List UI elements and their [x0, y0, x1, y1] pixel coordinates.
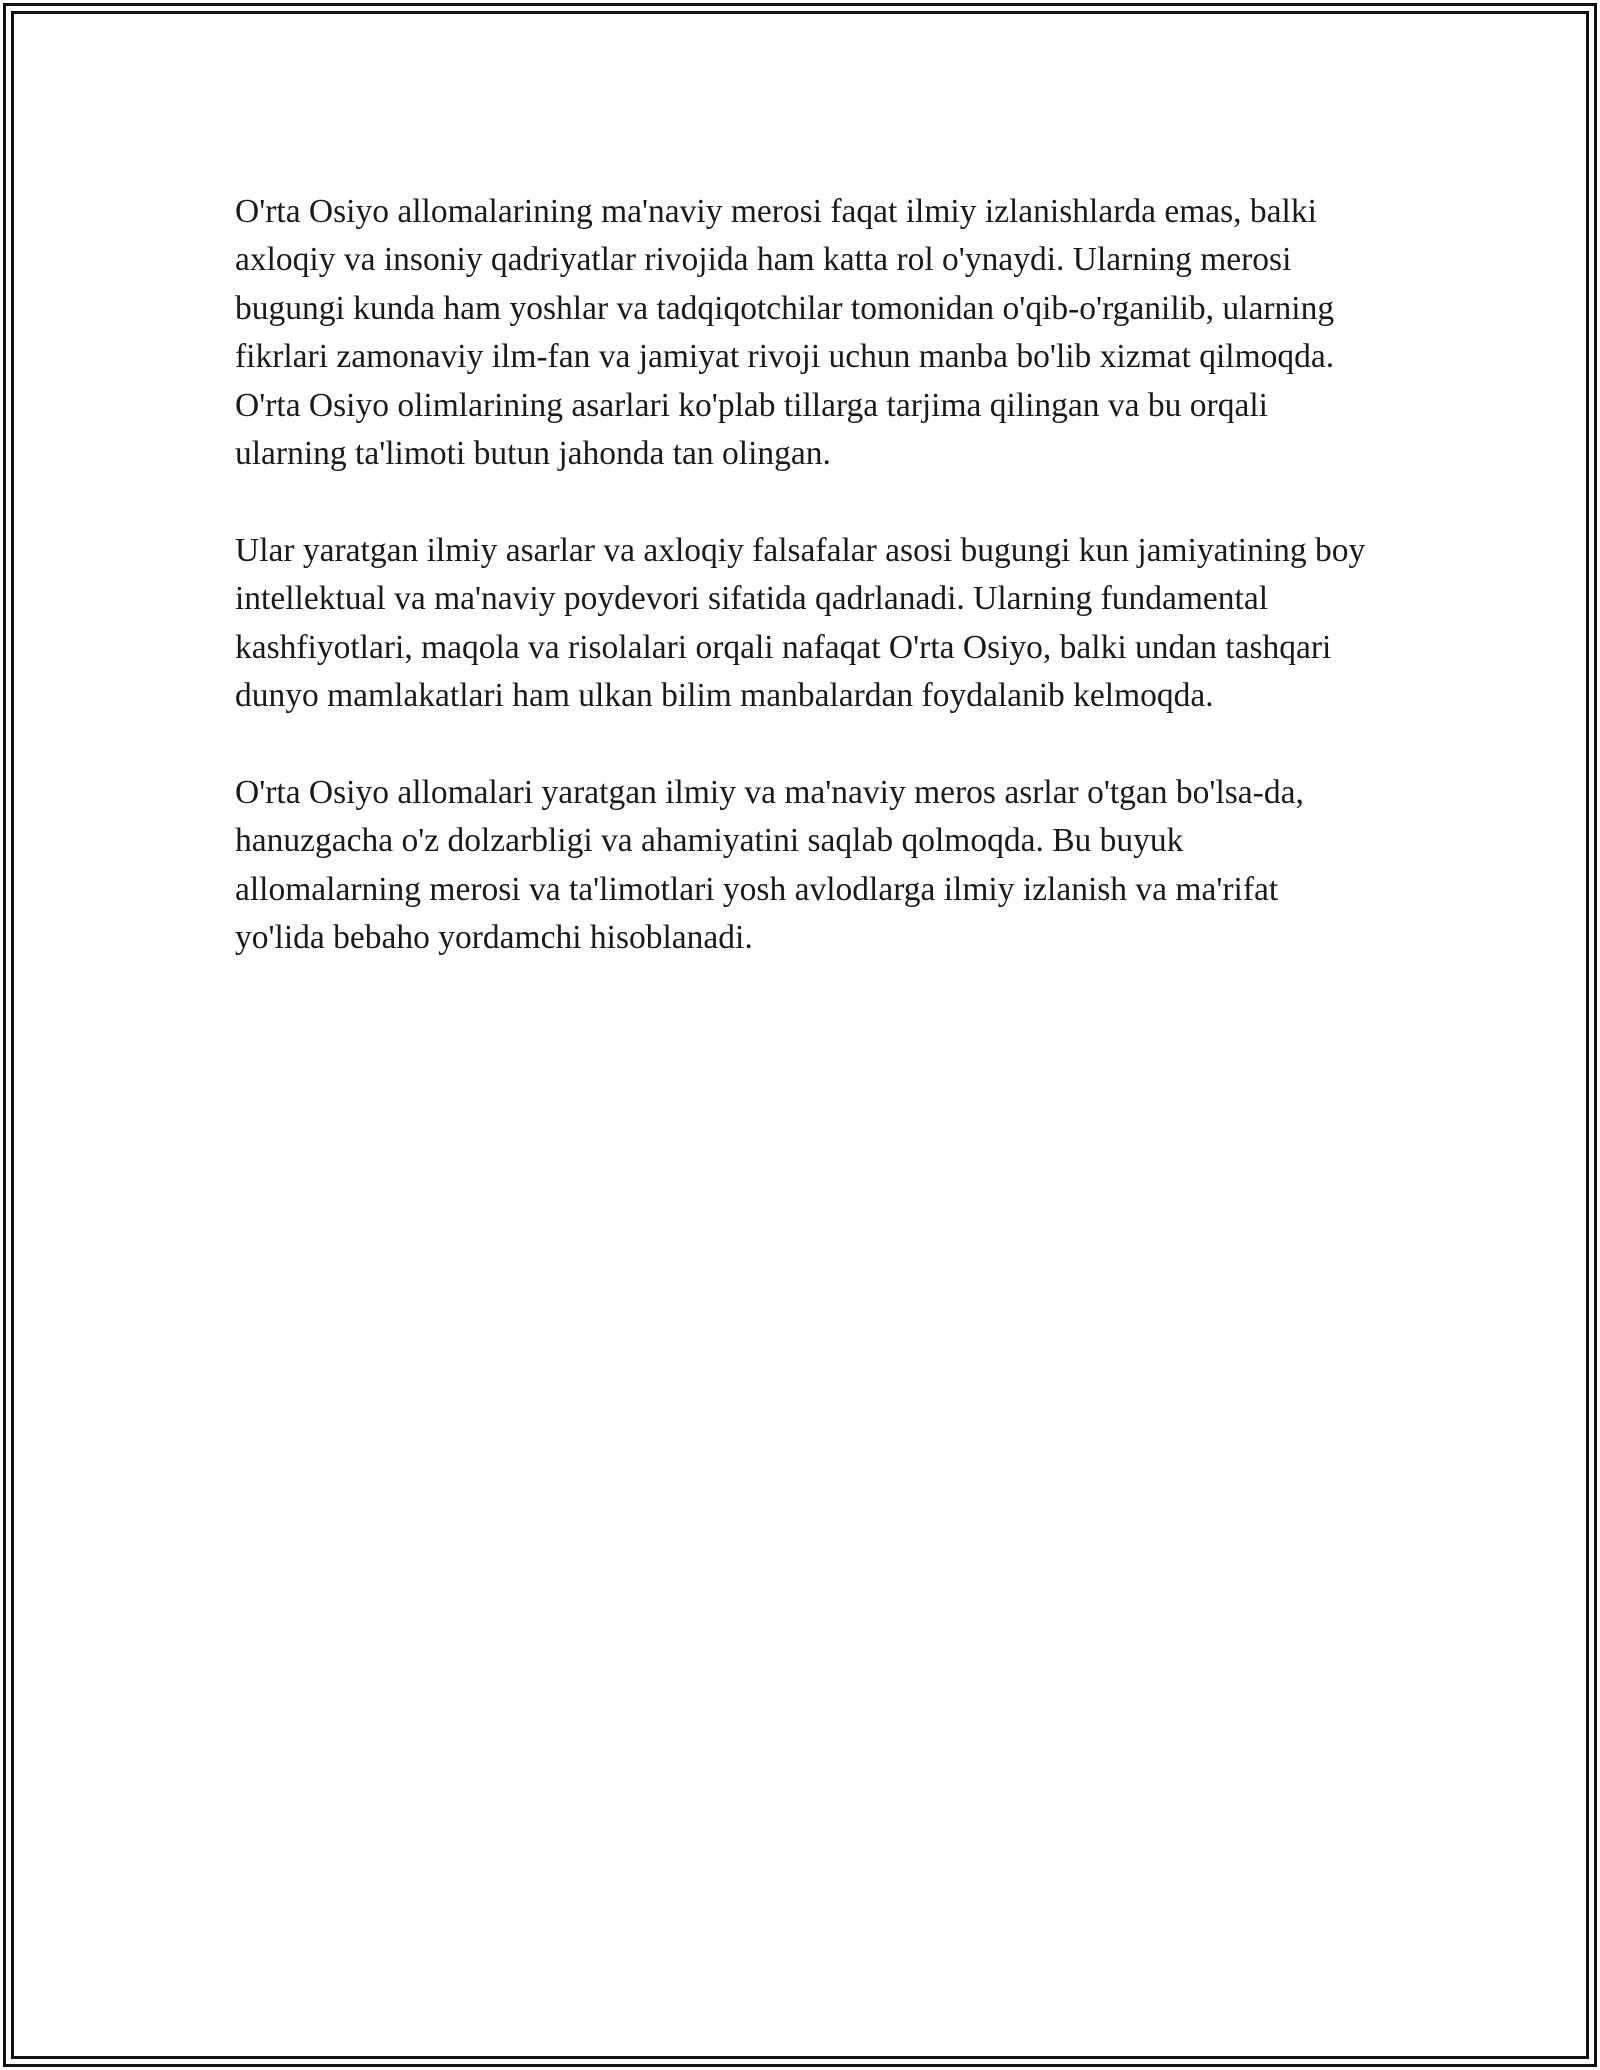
- document-body: [235, 188, 1375, 1011]
- paragraph-3: O'rta Osiyo allomalari yaratgan ilmiy va ma'naviy meros asrlar o'tgan bo'lsa-da, hanuzgacha o'z dolzarbligi va ahamiyatini saqlab qolmoqda. Bu buyuk allomalarning merosi va ta'limotlari yosh avlodlarga ilmiy izlanish va ma'rifat yo'lida bebaho yordamchi hisoblanadi.: [235, 773, 1304, 957]
- paragraph-2: Ular yaratgan ilmiy asarlar va axloqiy falsafalar asosi bugungi kun jamiyatining boy intellektual va ma'naviy poydevori sifatida qadrlanadi. Ularning fundamental kashfiyotlari, maqola va risolalari orqali nafaqat O'rta Osiyo, balki undan tashqari dunyo mamlakatlari ham ulkan bilim manbalardan foydalanib kelmoqda.: [235, 531, 1366, 715]
- paragraph-1: O'rta Osiyo allomalarining ma'naviy merosi faqat ilmiy izlanishlarda emas, balki axloqiy va insoniy qadriyatlar rivojida ham katta rol o'ynaydi. Ularning merosi bugungi kunda ham yoshlar va tadqiqotchilar tomonidan o'qib-o'rganilib, ularning fikrlari zamonaviy ilm-fan va jamiyat rivoji uchun manba bo'lib xizmat qilmoqda. O'rta Osiyo olimlarining asarlari ko'plab tillarga tarjima qilingan va bu orqali ularning ta'limoti butun jahonda tan olingan.: [235, 193, 1335, 473]
